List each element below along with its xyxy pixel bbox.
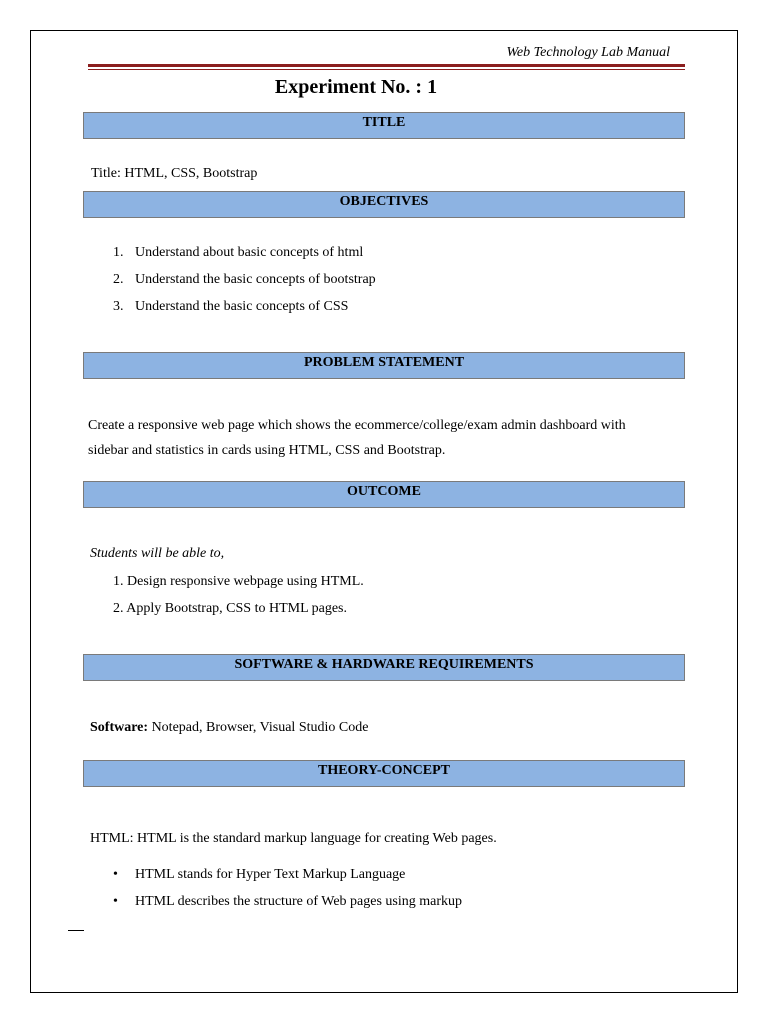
footer-dash: [68, 930, 84, 931]
outcome-intro: Students will be able to,: [90, 546, 225, 561]
objective-item: [113, 299, 348, 315]
bullet-icon: •: [113, 867, 118, 882]
outcome-item: 2. Apply Bootstrap, CSS to HTML pages.: [113, 601, 347, 616]
section-heading-outcome: OUTCOME: [83, 481, 685, 508]
section-heading-objectives: OBJECTIVES: [83, 191, 685, 218]
problem-statement-line: sidebar and statistics in cards using HTML, CSS and Bootstrap.: [88, 443, 446, 458]
header-rule-thick: [88, 64, 685, 67]
experiment-title: Experiment No. : 1: [274, 76, 438, 98]
objective-number: 3.: [113, 299, 124, 314]
software-value: Notepad, Browser, Visual Studio Code: [148, 720, 369, 735]
objective-number: 2.: [113, 272, 124, 287]
theory-bullet-text: HTML stands for Hyper Text Markup Language: [135, 867, 406, 882]
section-heading-problem-statement: PROBLEM STATEMENT: [83, 352, 685, 379]
objective-text: Understand about basic concepts of html: [135, 245, 364, 260]
objective-item: [113, 245, 363, 261]
section-heading-theory: THEORY-CONCEPT: [83, 760, 685, 787]
section-heading-requirements: SOFTWARE & HARDWARE REQUIREMENTS: [83, 654, 685, 681]
objective-text: Understand the basic concepts of CSS: [135, 299, 349, 314]
section-heading-title: TITLE: [83, 112, 685, 139]
theory-intro: HTML: HTML is the standard markup language for creating Web pages.: [90, 831, 497, 846]
objective-number: 1.: [113, 245, 124, 260]
objective-item: [113, 272, 376, 288]
objective-text: Understand the basic concepts of bootstrap: [135, 272, 376, 287]
software-line: [90, 720, 368, 736]
theory-bullet-item: [113, 894, 462, 910]
running-header: Web Technology Lab Manual: [506, 45, 670, 60]
theory-bullet-text: HTML describes the structure of Web pages using markup: [135, 894, 463, 909]
title-text: Title: HTML, CSS, Bootstrap: [91, 166, 258, 181]
bullet-icon: •: [113, 894, 118, 909]
theory-bullet-item: [113, 867, 405, 883]
outcome-item: 1. Design responsive webpage using HTML.: [113, 574, 364, 589]
problem-statement-line: Create a responsive web page which shows the ecommerce/college/exam admin dashboard with: [88, 418, 626, 433]
header-rule-thin: [88, 69, 685, 70]
software-label: Software:: [90, 720, 149, 735]
